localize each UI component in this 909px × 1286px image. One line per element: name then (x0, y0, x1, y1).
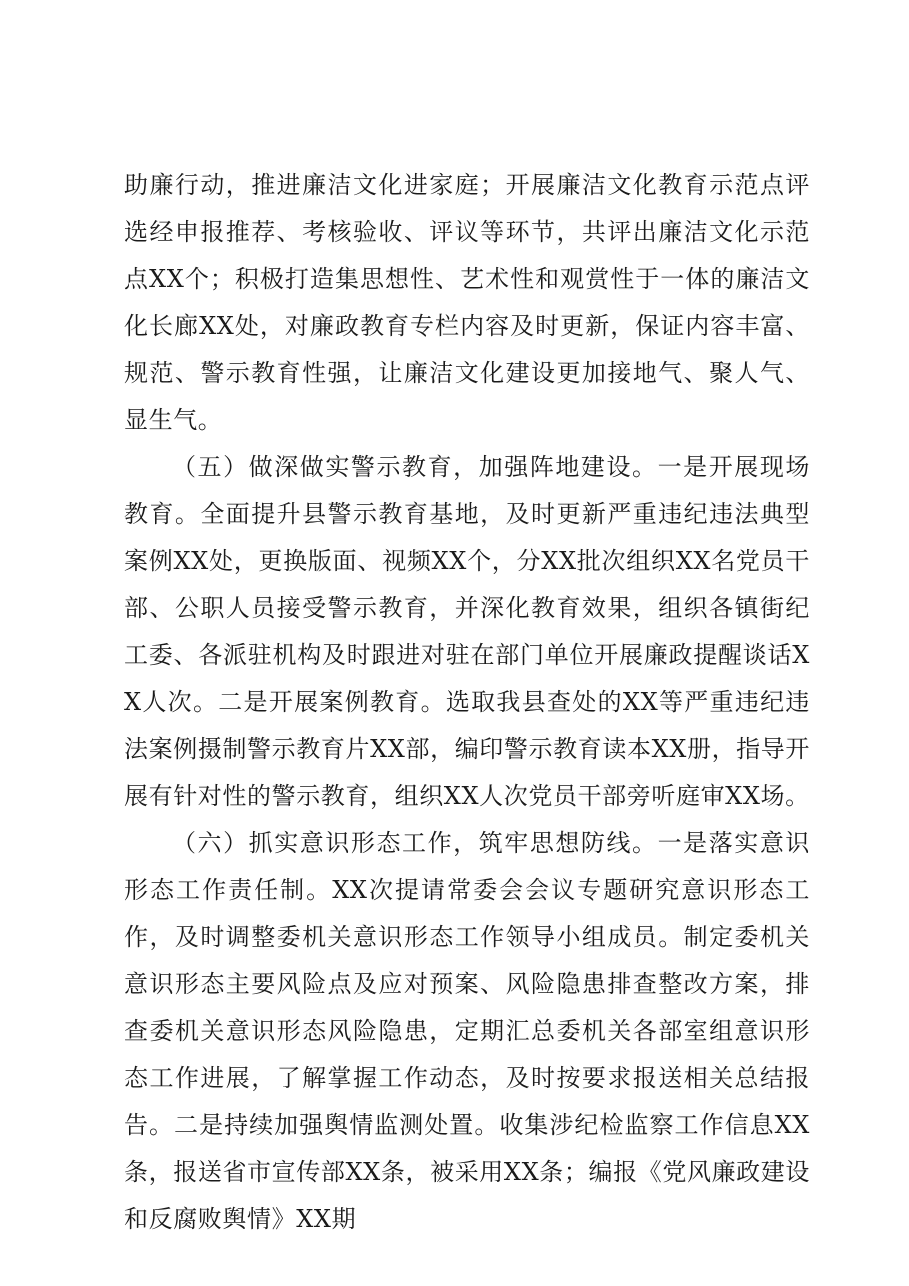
paragraph-section-five: （五）做深做实警示教育，加强阵地建设。一是开展现场教育。全面提升县警示教育基地，及时更新严重违纪违法典型案例XX处，更换版面、视频XX个，分XX批次组织XX名党员干部、公职人员接受警示教育，并深化教育效果，组织各镇街纪工委、各派驻机构及时跟进对驻在部门单位开展廉政提醒谈话XX人次。二是开展案例教育。选取我县查处的XX等严重违纪违法案例摄制警示教育片XX部，编印警示教育读本XX册，指导开展有针对性的警示教育，组织XX人次党员干部旁听庭审XX场。 (124, 453, 810, 810)
document-body (124, 162, 810, 1243)
paragraph-continuation: 助廉行动，推进廉洁文化进家庭；开展廉洁文化教育示范点评选经申报推荐、考核验收、评议等环节，共评出廉洁文化示范点XX个；积极打造集思想性、艺术性和观赏性于一体的廉洁文化长廊XX处，对廉政教育专栏内容及时更新，保证内容丰富、规范、警示教育性强，让廉洁文化建设更加接地气、聚人气、显生气。 (124, 171, 810, 434)
paragraph-section-six: （六）抓实意识形态工作，筑牢思想防线。一是落实意识形态工作责任制。XX次提请常委会会议专题研究意识形态工作，及时调整委机关意识形态工作领导小组成员。制定委机关意识形态主要风险点及应对预案、风险隐患排查整改方案，排查委机关意识形态风险隐患，定期汇总委机关各部室组意识形态工作进展，了解掌握工作动态，及时按要求报送相关总结报告。二是持续加强舆情监测处置。收集涉纪检监察工作信息XX条，报送省市宣传部XX条，被采用XX条；编报《党风廉政建设和反腐败舆情》XX期 (124, 829, 810, 1233)
